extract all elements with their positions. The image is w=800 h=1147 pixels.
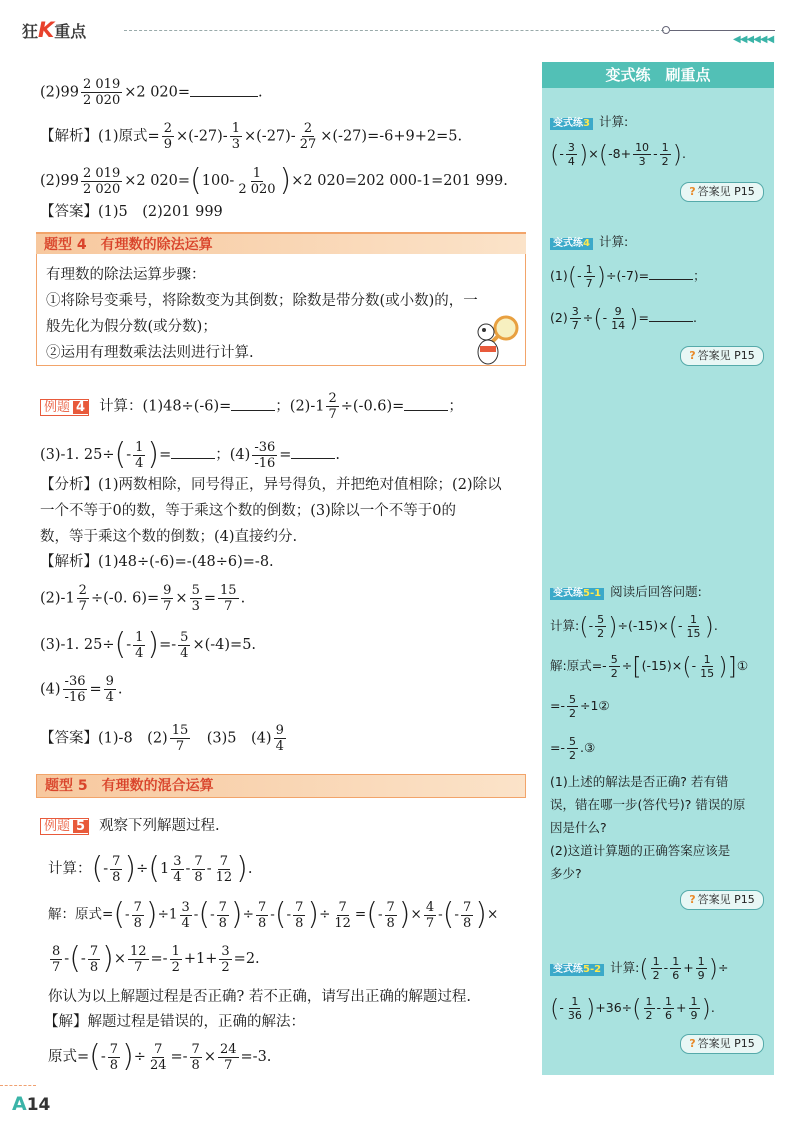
hint-icon: ? xyxy=(689,893,696,906)
practice-3-expr: (- $\frac{3}{4}$ )×(-8+ $\frac{10}{3}$ - $\frac{1}{2}$ ). xyxy=(550,140,686,169)
practice-5-1-step1: 解:原式=- $\frac{5}{2}$ ÷[(-15)×(- $\frac{1}{15}$ )]① xyxy=(550,652,749,681)
practice-5-1-q3: 因是什么? xyxy=(550,820,607,835)
header-dot-icon xyxy=(662,26,670,34)
example-5-working-2: $\frac{8}{7}$ -(- $\frac{7}{8}$ )× $\frac{12}{7}$ =- $\frac{1}{2}$ +1+ $\frac{3}{2}$ =2. xyxy=(52,941,260,976)
hint-icon: ? xyxy=(689,1037,696,1050)
example-5-compute: 计算：(- $\frac{7}{8}$ )÷(1 $\frac{3}{4}$ - $\frac{7}{8}$ - $\frac{7}{12}$ ). xyxy=(48,851,253,886)
header-divider xyxy=(124,30,664,31)
answer-blank[interactable] xyxy=(291,458,335,459)
answer-blank[interactable] xyxy=(649,279,693,280)
header-arrows-icon: ◀◀◀◀◀◀ xyxy=(733,34,774,45)
practice-5-1-tag: 变式练5-1 xyxy=(550,588,604,600)
practice-4-q2: (2) $\frac{3}{7}$ ÷(- $\frac{9}{14}$ )= . xyxy=(550,304,697,333)
solution-2: (2)-1 $\frac{2}{7}$ ÷(-0. 6)= $\frac{9}{7}$ × $\frac{5}{3}$ = $\frac{15}{7}$ . xyxy=(40,583,246,614)
practice-5-2-line1: 变式练5-2 计算:( $\frac{1}{2}$ - $\frac{1}{6}$ + $\frac{1}{9}$ )÷ xyxy=(550,956,729,981)
answer-blank[interactable] xyxy=(231,410,275,411)
problem-2-line: (2)99 $\frac{2 019}{2 020}$ ×2 020= . xyxy=(40,77,263,108)
practice-5-1-expr: 计算:(- $\frac{5}{2}$ )÷(-15)×(- $\frac{1}{15}$ ). xyxy=(550,612,718,641)
practice-5-1-q4: (2)这道计算题的正确答案应该是 xyxy=(550,843,731,858)
analysis-text-2: 一个不等于0的数，等于乘这个数的倒数；(3)除以一个不等于0的 xyxy=(40,503,456,519)
answer-ref-4[interactable]: ? 答案见 P15 xyxy=(680,346,764,366)
solution-1: 【解析】(1)48÷(-6)=-(48÷6)=-8. xyxy=(40,554,274,570)
sidebar-title: 变式练 刷重点 xyxy=(542,62,774,88)
answer-ref-5-1[interactable]: ? 答案见 P15 xyxy=(680,890,764,910)
question-5: 你认为以上解题过程是否正确? 若不正确，请写出正确的解题过程. xyxy=(48,989,471,1005)
mascot-magnifier-icon xyxy=(468,312,524,368)
hint-icon: ? xyxy=(689,349,696,362)
brand-logo: 狂K重点 xyxy=(22,18,87,42)
solution-5-final: 原式=(- $\frac{7}{8}$ )÷ $\frac{7}{24}$ =- $\frac{7}{8}$ × $\frac{24}{7}$ =-3. xyxy=(48,1039,272,1074)
answer-blank[interactable] xyxy=(190,96,258,97)
practice-5-1-q2: 误，错在哪一步(答代号)? 错误的原 xyxy=(550,797,746,812)
answer-blank[interactable] xyxy=(649,321,693,322)
answer-ref-3[interactable]: ? 答案见 P15 xyxy=(680,182,764,202)
example-5-tag: 例题 5 xyxy=(40,818,89,835)
sec4-text-4: ②运用有理数乘法法则进行计算. xyxy=(46,345,254,361)
answer-4: 【答案】(1)-8 (2) $\frac{15}{7}$ (3)5 (4) $\frac{9}{4}$ xyxy=(40,723,284,754)
solution-3: (3)-1. 25÷(- $\frac{1}{4}$ )=- $\frac{5}{4}$ ×(-4)=5. xyxy=(40,627,257,662)
practice-4-head: 变式练4 计算: xyxy=(550,236,628,250)
analysis-text-1: 【分析】(1)两数相除，同号得正，异号得负，并把绝对值相除；(2)除以 xyxy=(40,477,502,493)
practice-5-1-step3: =- $\frac{5}{2}$ .③ xyxy=(550,735,596,762)
practice-3-head: 变式练3 计算: xyxy=(550,116,628,130)
section-4-title: 题型 4 有理数的除法运算 xyxy=(36,232,526,254)
analysis-line-2: (2)99 $\frac{2 019}{2 020}$ ×2 020=(100- $\frac{1}{2 020}$ )×2 020=202 000-1=201 999. xyxy=(40,163,508,198)
practice-5-2-tag: 变式练5-2 xyxy=(550,964,604,976)
section-5-title: 题型 5 有理数的混合运算 xyxy=(36,774,526,798)
example-5-working-1: 解：原式=(- $\frac{7}{8}$ )÷1 $\frac{3}{4}$ -(- $\frac{7}{8}$ )÷ $\frac{7}{8}$ -(- $\frac{7}{8}$ )÷ $\frac{7}{12}$ =(- $\frac{7}{8}$ )× $\frac{4}{7}$ -(- $\frac{7}{8}$ )× xyxy=(48,897,499,932)
page-number: A14 xyxy=(12,1093,51,1115)
answer-line: 【答案】(1)5 (2)201 999 xyxy=(40,204,223,220)
analysis-line-1: 【解析】(1)原式= $\frac{2}{9}$ ×(-27)- $\frac{1}{3}$ ×(-27)- $\frac{2}{27}$ ×(-27)=-6+9+2=5. xyxy=(40,121,463,152)
solution-4: (4) $\frac{-36}{-16}$ = $\frac{9}{4}$ . xyxy=(40,674,123,705)
practice-sidebar xyxy=(542,62,774,1075)
hint-icon: ? xyxy=(689,185,696,198)
footer-divider xyxy=(0,1085,36,1086)
practice-5-1-q1: (1)上述的解法是否正确? 若有错 xyxy=(550,774,729,789)
practice-5-2-line2: (- $\frac{1}{36}$ )+36÷( $\frac{1}{2}$ - $\frac{1}{6}$ + $\frac{1}{9}$ ). xyxy=(550,994,715,1023)
answer-blank[interactable] xyxy=(171,458,215,459)
practice-5-1-q5: 多少? xyxy=(550,866,582,881)
analysis-text-3: 数，等于乘这个数的倒数；(4)直接约分. xyxy=(40,529,298,545)
practice-4-q1: (1)(- $\frac{1}{7}$ )÷(-7)= ； xyxy=(550,262,706,291)
answer-ref-5-2[interactable]: ? 答案见 P15 xyxy=(680,1034,764,1054)
example-5-line: 例题 5 观察下列解题过程. xyxy=(40,818,220,835)
example-4-line-2: (3)-1. 25÷(- $\frac{1}{4}$ )= ；(4) $\frac{-36}{-16}$ = . xyxy=(40,437,341,472)
practice-5-1-step2: =- $\frac{5}{2}$ ÷1② xyxy=(550,693,610,720)
practice-4-tag: 变式练4 xyxy=(550,238,593,250)
sec4-text-3: 般先化为假分数(或分数)； xyxy=(46,319,217,335)
example-4-tag: 例题 4 xyxy=(40,399,89,416)
practice-5-1-head: 变式练5-1 阅读后回答问题: xyxy=(550,586,702,600)
example-4-line-1: 例题 4 计算：(1)48÷(-6)= ；(2)-1 $\frac{2}{7}$ ÷(-0.6)= ； xyxy=(40,392,463,421)
header-divider-right xyxy=(670,30,775,31)
fraction: $\frac{2 019}{2 020}$ xyxy=(83,77,121,108)
sec4-text-1: 有理数的除法运算步骤： xyxy=(46,267,206,283)
solution-5-label: 【解】解题过程是错误的，正确的解法： xyxy=(44,1014,305,1030)
practice-3-tag: 变式练3 xyxy=(550,118,593,130)
answer-blank[interactable] xyxy=(404,410,448,411)
sec4-text-2: ①将除号变乘号，将除数变为其倒数；除数是带分数(或小数)的，一 xyxy=(46,293,478,309)
